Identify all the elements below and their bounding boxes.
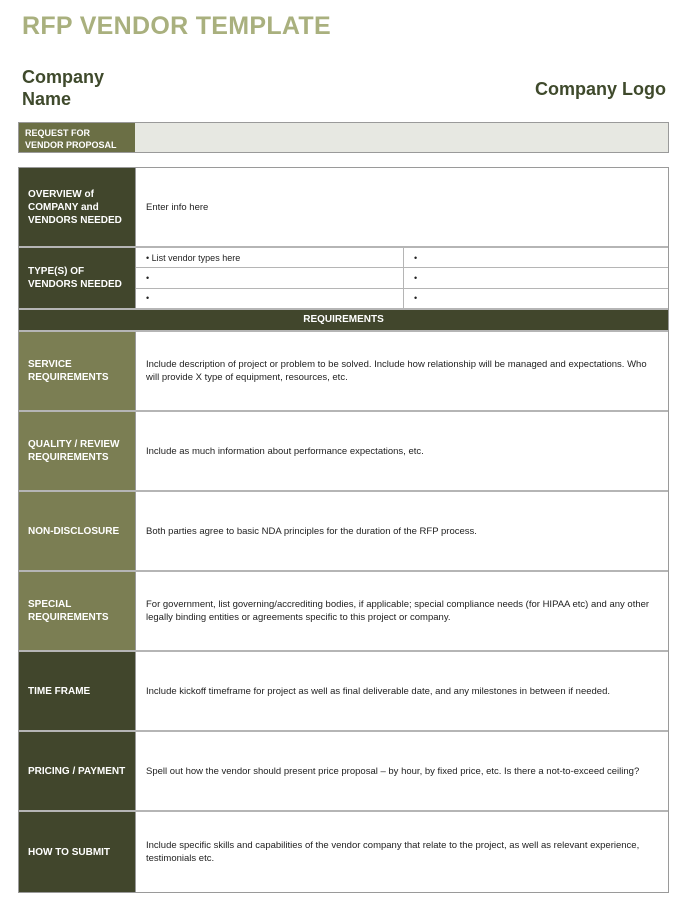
vendor-types-row	[19, 248, 668, 310]
overview-row	[19, 168, 668, 248]
vendor-types-label: TYPE(S) OF VENDORS NEEDED	[19, 248, 135, 308]
requirement-row	[19, 332, 668, 412]
requirement-row	[19, 572, 668, 652]
detail-row	[19, 652, 668, 732]
document-title: RFP VENDOR TEMPLATE	[22, 12, 331, 40]
requirement-label: QUALITY / REVIEW REQUIREMENTS	[19, 412, 135, 490]
requirement-label: SPECIAL REQUIREMENTS	[19, 572, 135, 650]
detail-value[interactable]: Include kickoff timeframe for project as well as final deliverable date, and any milestones in between if needed.	[135, 652, 668, 730]
rfp-label: REQUEST FOR VENDOR PROPOSAL	[19, 123, 135, 152]
requirement-row	[19, 412, 668, 492]
detail-value[interactable]: Spell out how the vendor should present price proposal – by hour, by fixed price, etc. Is there a not-to-exceed ceiling?	[135, 732, 668, 810]
vendor-types-line	[136, 248, 668, 268]
vendor-types-line	[136, 289, 668, 308]
vendor-types-line	[136, 268, 668, 288]
vendor-type-cell[interactable]: •	[136, 289, 404, 308]
rfp-row	[18, 122, 669, 153]
vendor-type-cell[interactable]: •	[414, 293, 418, 304]
detail-row	[19, 812, 668, 892]
vendor-type-cell[interactable]: • List vendor types here	[136, 248, 404, 267]
company-logo-placeholder: Company Logo	[535, 79, 666, 99]
overview-value[interactable]: Enter info here	[135, 168, 668, 246]
requirement-value[interactable]: Include as much information about performance expectations, etc.	[135, 412, 668, 490]
detail-label: HOW TO SUBMIT	[19, 812, 135, 892]
requirements-header: REQUIREMENTS	[19, 310, 668, 332]
vendor-type-cell[interactable]: •	[136, 268, 404, 287]
detail-row	[19, 732, 668, 812]
requirement-value[interactable]: Include description of project or problem to be solved. Include how relationship will be managed and expectations. Who will provide X type of equipment, resources, etc.	[135, 332, 668, 410]
company-name: Company Name	[22, 67, 105, 109]
requirement-value[interactable]: Both parties agree to basic NDA principles for the duration of the RFP process.	[135, 492, 668, 570]
vendor-type-cell[interactable]: •	[414, 252, 418, 263]
requirement-value[interactable]: For government, list governing/accrediting bodies, if applicable; special compliance needs (for HIPAA etc) and any other legally binding entities or agreements specific to this project or company.	[135, 572, 668, 650]
detail-label: TIME FRAME	[19, 652, 135, 730]
overview-label: OVERVIEW of COMPANY and VENDORS NEEDED	[19, 168, 135, 246]
vendor-types-grid	[135, 248, 668, 308]
detail-value[interactable]: Include specific skills and capabilities of the vendor company that relate to the project, as well as relevant experience, testimonials etc.	[135, 812, 668, 892]
rfp-form-table	[18, 167, 669, 893]
requirement-label: SERVICE REQUIREMENTS	[19, 332, 135, 410]
vendor-type-cell[interactable]: •	[414, 272, 418, 283]
detail-label: PRICING / PAYMENT	[19, 732, 135, 810]
requirement-label: NON-DISCLOSURE	[19, 492, 135, 570]
rfp-value-field[interactable]	[135, 123, 668, 152]
requirement-row	[19, 492, 668, 572]
